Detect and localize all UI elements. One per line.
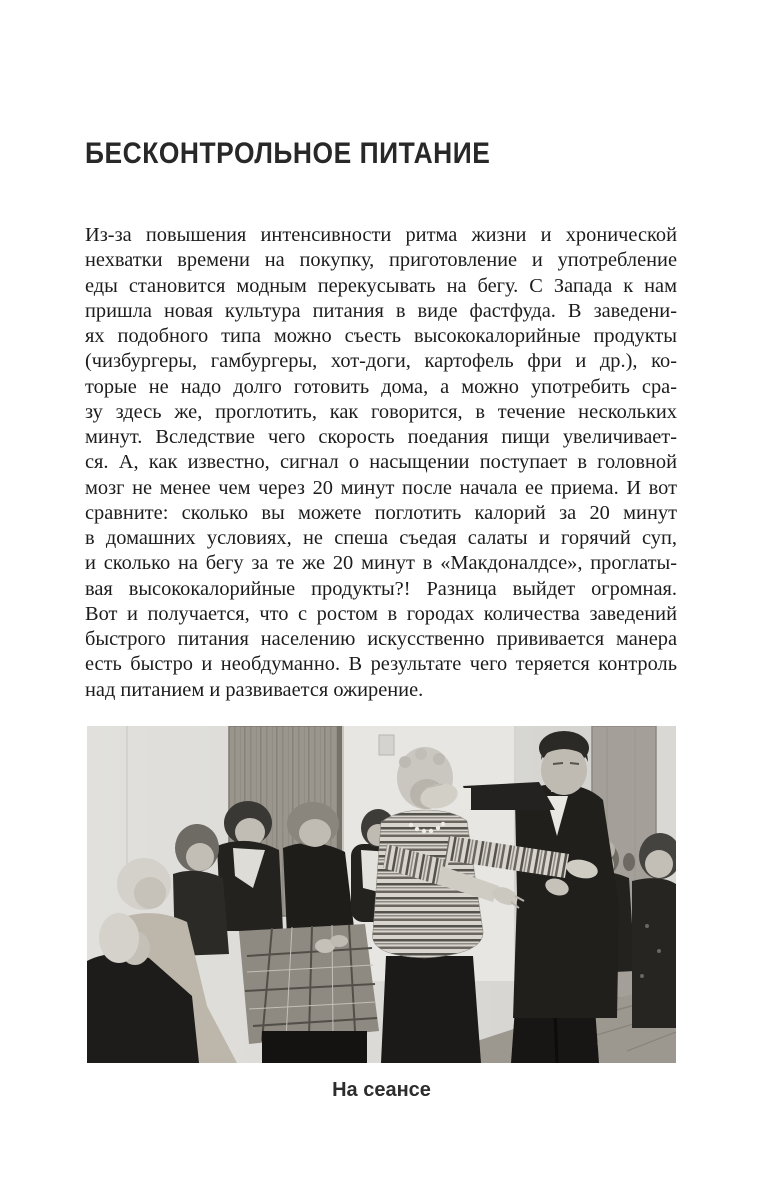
text-line: торые не надо долго готовить дома, а можно употребить сра-	[85, 375, 677, 398]
text-line: Вот и получается, что с ростом в городах количества заведений	[85, 602, 677, 625]
text-line: сравните: сколько вы можете поглотить калорий за 20 минут	[85, 501, 677, 524]
text-line: вая высококалорийные продукты?! Разница выйдет огромная.	[85, 577, 677, 600]
session-photo-illustration	[87, 726, 676, 1063]
text-line: (чизбургеры, гамбургеры, хот-доги, картофель фри и др.), ко-	[85, 350, 677, 373]
text-line: ся. А, как известно, сигнал о насыщении поступает в головной	[85, 451, 677, 474]
text-line: зу здесь же, проглотить, как говорится, в течение нескольких	[85, 400, 677, 423]
session-photo	[87, 726, 676, 1063]
photo-caption: На сеансе	[332, 1079, 431, 1101]
text-line: есть быстро и необдуманно. В результате чего теряется контроль	[85, 653, 677, 676]
text-line: мозг не менее чем через 20 минут после начала ее приема. И вот	[85, 476, 677, 499]
chapter-heading: БЕСКОНТРОЛЬНОЕ ПИТАНИЕ	[85, 137, 491, 170]
text-line: над питанием и развивается ожирение.	[85, 678, 424, 701]
text-line: ях подобного типа можно съесть высококалорийные продукты	[85, 325, 677, 347]
text-line: и сколько на бегу за те же 20 минут в «Макдоналдсе», проглаты-	[85, 552, 677, 575]
body-paragraph	[85, 223, 677, 703]
text-line: в домашних условиях, не спеша съедая салаты и горячий суп,	[85, 527, 677, 549]
text-line: Из-за повышения интенсивности ритма жизни и хронической	[85, 224, 677, 246]
text-line: минут. Вследствие чего скорость поедания пищи увеличивает-	[85, 426, 677, 448]
text-line: еды становится модным перекусывать на бегу. С Запада к нам	[85, 274, 677, 297]
text-line: быстрого питания населению искусственно прививается манера	[85, 628, 677, 650]
text-line: пришла новая культура питания в виде фастфуда. В заведени-	[85, 299, 677, 322]
text-line: нехватки времени на покупку, приготовление и употребление	[85, 249, 677, 272]
